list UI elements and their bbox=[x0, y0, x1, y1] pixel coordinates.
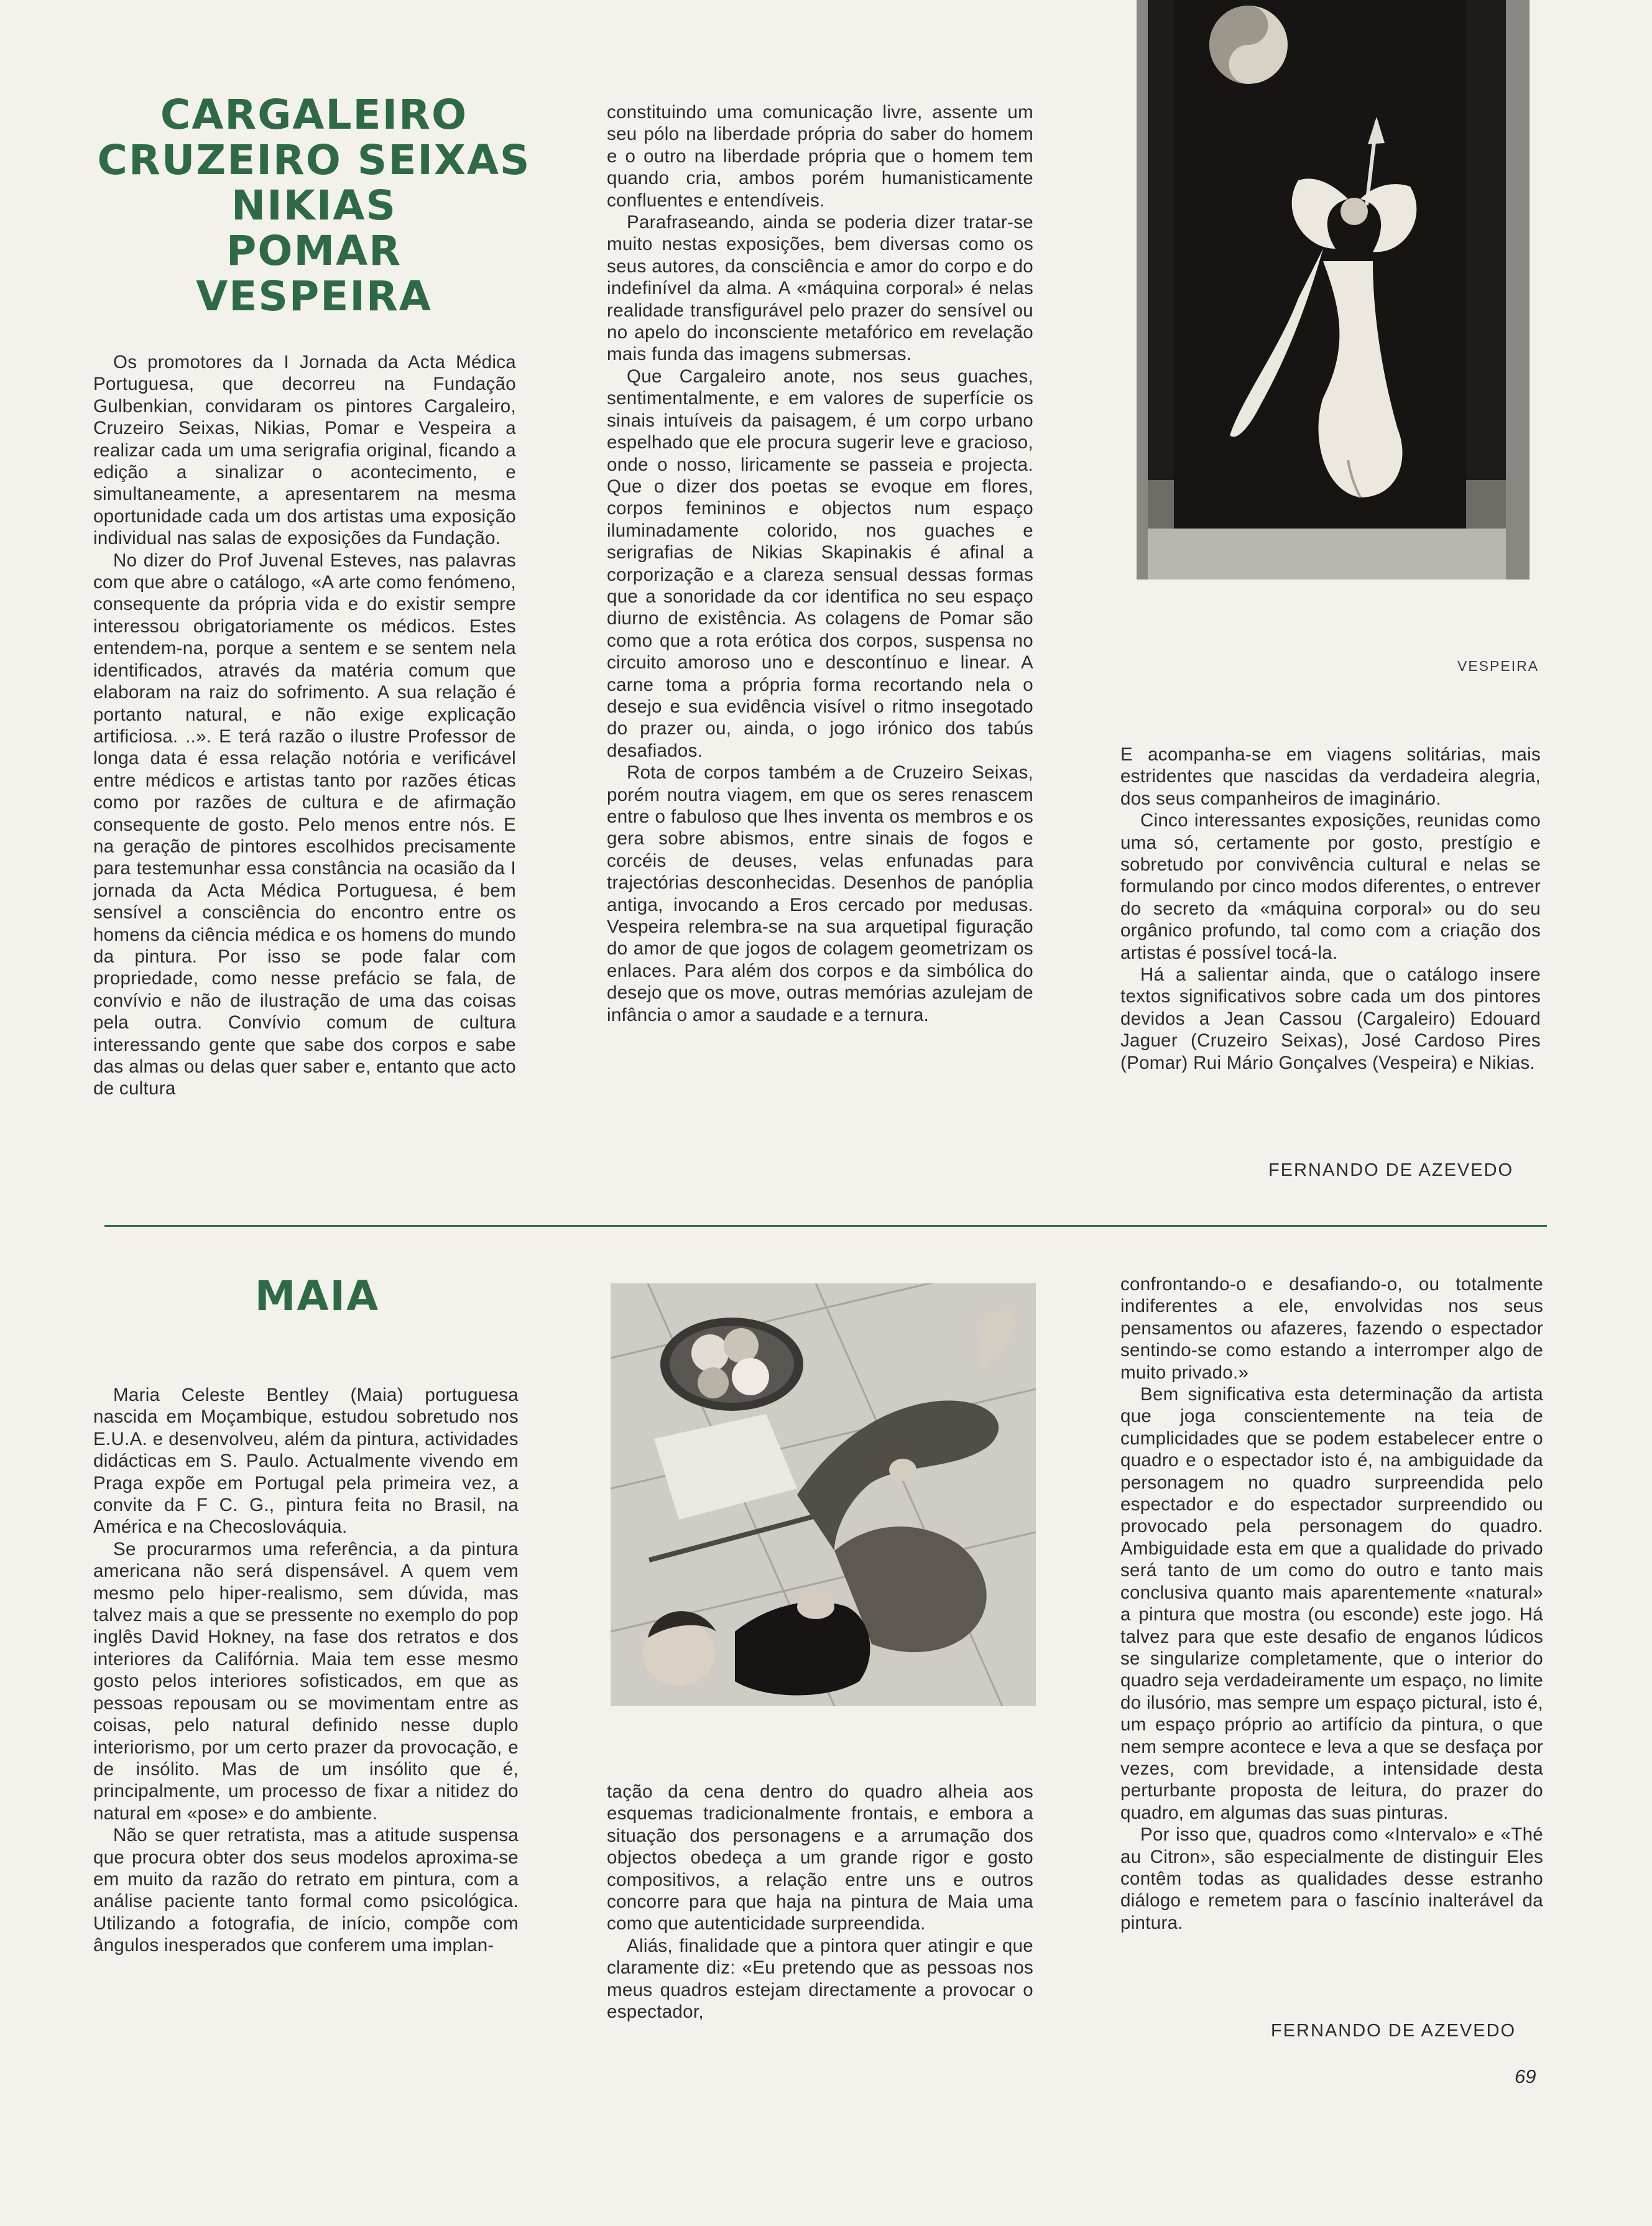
vespeira-artwork bbox=[1137, 0, 1530, 580]
paragraph: Bem significativa esta determinação da artista que joga conscientemente na teia de cumplicidades que se podem estabelecer entre o quadro e o espectador isto é, na ambiguidade da personagem no quadro surpreendida pelo espectador e do espectador surpreendido ou provocado pela personagem do quadro. Ambiguidade esta em que a qualidade do privado será tanto de um como do outro e tanto mais conclusiva quanto mais aparentemente «natural» a pintura que mostra (ou esconde) este jogo. Há talvez para que este desafio de enganos lúdicos se singularize completamente, que o interior do quadro seja verdadeiramente um espaço, no limite do ilusório, mas sempre um espaço pictural, isto é, um espaço próprio ao artifício da pintura, o que nem sempre acontece e leva a que se desfaça por vezes, com brevidade, a intensidade desta perturbante proposta de leitura, do prazer do quadro, em algumas das suas pinturas. bbox=[1120, 1384, 1543, 1823]
article2-column-1 bbox=[93, 1384, 519, 1957]
paragraph: confrontando-o e desafiando-o, ou totalmente indiferentes a ele, envolvidas nos seus pensamentos ou afazeres, fazendo o espectador sentindo-se como estando a interromper algo de muito privado.» bbox=[1120, 1274, 1543, 1383]
paragraph: Por isso que, quadros como «Intervalo» e «Thé au Citron», são especialmente de distinguir Eles contêm todas as qualidades desse estranho diálogo e remetem para o fascínio inalterável da pintura. bbox=[1120, 1824, 1543, 1933]
article2-title: MAIA bbox=[254, 1272, 380, 1320]
title-line: VESPEIRA bbox=[196, 272, 432, 320]
paragraph: Parafraseando, ainda se poderia dizer tratar-se muito nestas exposições, bem diversas como os seus autores, da consciência e amor do corpo e do indefinível da alma. A «máquina corporal» é nelas realidade transfigurável pelo prazer do sensível ou no apelo do inconsciente metafórico em revelação mais funda das imagens submersas. bbox=[607, 212, 1033, 365]
paragraph: No dizer do Prof Juvenal Esteves, nas palavras com que abre o catálogo, «A arte como fenómeno, consequente da própria vida e do existir sempre interessou obrigatoriamente os médicos. Estes entendem-na, porque a sentem e se sentem nela identificados, através da matéria comum que elaboram na raiz do sofrimento. A sua relação é portanto natural, e não exige explicação artificiosa. ..». E terá razão o ilustre Professor de longa data é essa relação notória e verificável entre médicos e artistas tanto por razões éticas como por razões de cultura e de afirmação consequente de gosto. Pelo menos entre nós. E na geração de pintores escolhidos precisamente para testemunhar essa constância na ocasião da I jornada da Acta Médica Portuguesa, é bem sensível a consciência do encontro entre os homens da ciência médica e os homens do mundo da pintura. Por isso se pode falar com propriedade, como nesse prefácio se fala, de convívio e não de ilustração de uma das coisas pela outra. Convívio comum de cultura interessando gente que sabe dos corpos e sabe das almas ou delas quer saber e, entanto que acto de cultura bbox=[93, 550, 516, 1099]
maia-painting bbox=[611, 1283, 1036, 1706]
article1-column-1 bbox=[93, 351, 516, 1100]
paragraph: Maria Celeste Bentley (Maia) portuguesa nascida em Moçambique, estudou sobretudo nos E.U.A. e desenvolveu, além da pintura, actividades didácticas em S. Paulo. Actualmente vivendo em Praga expõe em Portugal pela primeira vez, a convite da F C. G., pintura feita no Brasil, na América e na Checoslováquia. bbox=[93, 1385, 519, 1538]
article1-column-2 bbox=[607, 101, 1033, 1026]
paragraph: Os promotores da I Jornada da Acta Médica Portuguesa, que decorreu na Fundação Gulbenkian, convidaram os pintores Cargaleiro, Cruzeiro Seixas, Nikias, Pomar e Vespeira a realizar cada um uma serigrafia original, ficando a edição a sinalizar o acontecimento, e simultaneamente, a apresentarem na mesma oportunidade cada um dos artistas uma exposição individual nas salas de exposições da Fundação. bbox=[93, 352, 516, 549]
paragraph: Se procurarmos uma referência, a da pintura americana não será dispensável. A quem vem mesmo pelo hiper-realismo, sem dúvida, mas talvez mais a que se pressente no exemplo do pop inglês David Hokney, na fase dos retratos e dos interiores da Califórnia. Maia tem esse mesmo gosto pelos interiores sofisticados, em que as pessoas repousam ou se movimentam entre as coisas, pelo natural definido nesse duplo interiorismo, por um certo prazer da provocação, e de insólito. Mas de um insólito que é, principalmente, um processo de fixar a nitidez do natural em «pose» e do ambiente. bbox=[93, 1538, 519, 1824]
article1-title bbox=[93, 92, 535, 319]
article2-column-3 bbox=[1120, 1273, 1543, 1934]
paragraph: Cinco interessantes exposições, reunidas como uma só, certamente por gosto, prestígio e sobretudo por convivência cultural e nelas se formulando por cinco modos diferentes, o entrever do secreto da «máquina corporal» ou do seu orgânico profundo, tal como com a criação dos artistas é possível tocá-la. bbox=[1120, 810, 1541, 963]
paragraph: Rota de corpos também a de Cruzeiro Seixas, porém noutra viagem, em que os seres renascem entre o fabuloso que lhes inventa os membros e os gera sobre abismos, entre sinais de fogos e corcéis de deuses, velas enfunadas para trajectórias desconhecidas. Desenhos de panóplia antiga, invocando a Eros cercado por medusas. Vespeira relembra-se na sua arquetipal figuração do amor de que jogos de colagem geometrizam os enlaces. Para além dos corpos e da simbólica do desejo que os move, outras memórias azulejam de infância o amor a saudade e a ternura. bbox=[607, 762, 1033, 1025]
title-line: CRUZEIRO SEIXAS bbox=[97, 136, 531, 184]
paragraph: constituindo uma comunicação livre, assente um seu pólo na liberdade própria do saber do homem e o outro na liberdade própria que o homem tem quando cria, ambos porém humanisticamente confluentes e entendíveis. bbox=[607, 102, 1033, 211]
page-number: 69 bbox=[1515, 2066, 1536, 2087]
paragraph: Que Cargaleiro anote, nos seus guaches, sentimentalmente, e em valores de superfície os sinais intuíveis da paisagem, é um corpo urbano espelhado que ele procura sugerir leve e gracioso, onde o nosso, liricamente se passeia e projecta. Que o dizer dos poetas se evoque em flores, corpos femininos e objectos num espaço iluminadamente colorido, nos guaches e serigrafias de Nikias Skapinakis é afinal a corporização e a clareza sensual dessas formas que a sonoridade da cor identifica no seu espaço diurno de existência. As colagens de Pomar são como que a rota erótica dos corpos, suspensa no circuito amoroso uno e descontínuo e linear. A carne toma a própria forma recortando nela o desejo e sua evidência visível o ritmo insegotado do prazer ou, ainda, o jogo irónico dos tabús desafiados. bbox=[607, 366, 1033, 761]
figure-caption: VESPEIRA bbox=[1457, 658, 1539, 674]
title-line: NIKIAS bbox=[231, 182, 397, 229]
paragraph: tação da cena dentro do quadro alheia aos esquemas tradicionalmente frontais, e embora a situação dos personagens e a arrumação dos objectos obedeça a um grande rigor e gosto compositivos, a relação entre uns e outros concorre para que haja na pintura de Maia uma como que autenticidade surpreendida. bbox=[607, 1781, 1033, 1934]
article1-column-3 bbox=[1120, 744, 1541, 1074]
section-divider bbox=[104, 1225, 1547, 1227]
paragraph: Aliás, finalidade que a pintora quer atingir e que claramente diz: «Eu pretendo que as pessoas nos meus quadros estejam directamente a provocar o espectador, bbox=[607, 1935, 1033, 2023]
article1-signature: FERNANDO DE AZEVEDO bbox=[1268, 1160, 1514, 1180]
article2-signature: FERNANDO DE AZEVEDO bbox=[1271, 2021, 1516, 2041]
title-line: POMAR bbox=[226, 227, 402, 275]
paragraph: Há a salientar ainda, que o catálogo insere textos significativos sobre cada um dos pintores devidos a Jean Cassou (Cargaleiro) Edouard Jaguer (Cruzeiro Seixas), José Cardoso Pires (Pomar) Rui Mário Gonçalves (Vespeira) e Nikias. bbox=[1120, 964, 1541, 1073]
paragraph: E acompanha-se em viagens solitárias, mais estridentes que nascidas da verdadeira alegria, dos seus companheiros de imaginário. bbox=[1120, 744, 1541, 809]
title-line: CARGALEIRO bbox=[160, 91, 468, 139]
article2-column-2 bbox=[607, 1781, 1033, 2023]
paragraph: Não se quer retratista, mas a atitude suspensa que procura obter dos seus modelos aproxima-se em muito da razão do retrato em pintura, com a análise paciente tanto formal como psicológica. Utilizando a fotografia, de início, compõe com ângulos inesperados que conferem uma implan- bbox=[93, 1825, 519, 1956]
